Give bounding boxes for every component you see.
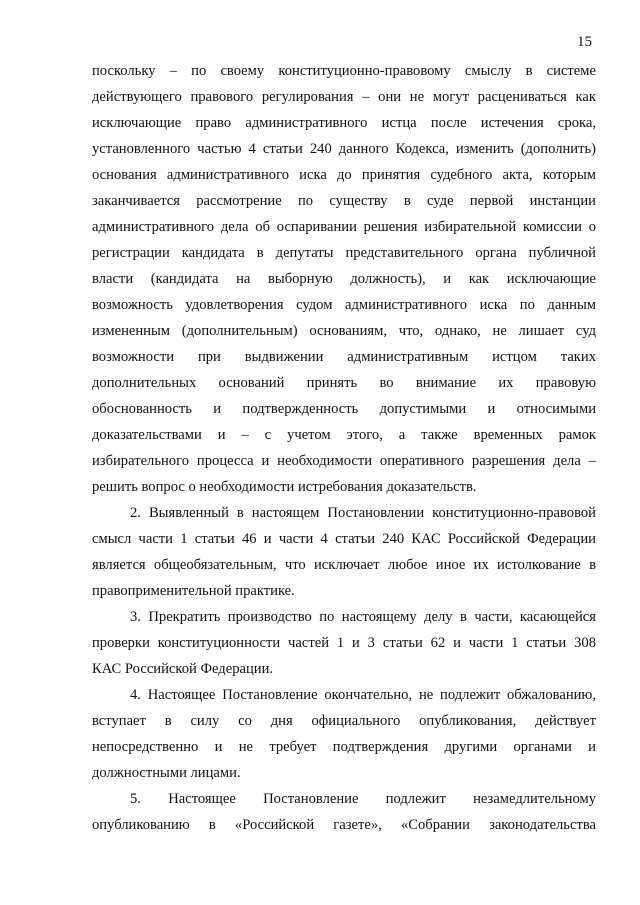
text-line: административного дела об оспаривании решения избирательной комиссии о [92,219,596,235]
text-line: заканчивается рассмотрение по существу в суде первой инстанции [92,193,596,209]
text-line: поскольку – по своему конституционно-правовому смыслу в системе [92,63,596,79]
text-line: действующего правового регулирования – они не могут расцениваться как [92,89,596,105]
text-line: исключающие право административного истца после истечения срока, [92,115,596,131]
text-line: непосредственно и не требует подтверждения другими органами и [92,739,596,755]
text-line: вступает в силу со дня официального опубликования, действует [92,713,596,729]
text-line: регистрации кандидата в депутаты представительного органа публичной [92,245,596,261]
paragraph-5 [92,786,596,838]
text-line: 2. Выявленный в настоящем Постановлении конституционно-правовой [130,505,596,521]
text-line: КАС Российской Федерации. [92,661,274,677]
page-number: 15 [577,34,592,50]
text-line: 5. Настоящее Постановление подлежит незамедлительному [130,791,596,807]
text-line: опубликованию в «Российской газете», «Собрании законодательства [92,817,596,833]
text-line: доказательствами и – с учетом этого, а также временных рамок [92,427,596,443]
text-line: 4. Настоящее Постановление окончательно, не подлежит обжалованию, [130,687,596,703]
paragraph-2 [92,500,596,604]
text-line: проверки конституционности частей 1 и 3 статьи 62 и части 1 статьи 308 [92,635,596,651]
text-line: должностными лицами. [92,765,241,781]
text-line: правоприменительной практике. [92,583,295,599]
text-line: дополнительных оснований принять во внимание их правовую [92,375,596,391]
text-line: смысл части 1 статьи 46 и части 4 статьи 240 КАС Российской Федерации [92,531,596,547]
text-line: основания административного иска до принятия судебного акта, которым [92,167,596,183]
text-line: возможности при выдвижении административным истцом таких [92,349,596,365]
text-line: власти (кандидата на выборную должность), и как исключающие [92,271,596,287]
text-line: возможность удовлетворения судом административного иска по данным [92,297,596,313]
text-line: решить вопрос о необходимости истребования доказательств. [92,479,477,495]
text-line: избирательного процесса и необходимости оперативного разрешения дела – [92,453,596,469]
paragraph-4 [92,682,596,786]
text-line: измененным (дополнительным) основаниям, что, однако, не лишает суд [92,323,596,339]
paragraph-3 [92,604,596,682]
paragraph-1 [92,58,596,500]
text-line: установленного частью 4 статьи 240 данного Кодекса, изменить (дополнить) [92,141,596,157]
text-line: обоснованность и подтвержденность допустимыми и относимыми [92,401,596,417]
text-line: 3. Прекратить производство по настоящему делу в части, касающейся [130,609,596,625]
document-body [92,58,596,838]
text-line: является общеобязательным, что исключает любое иное их истолкование в [92,557,596,573]
